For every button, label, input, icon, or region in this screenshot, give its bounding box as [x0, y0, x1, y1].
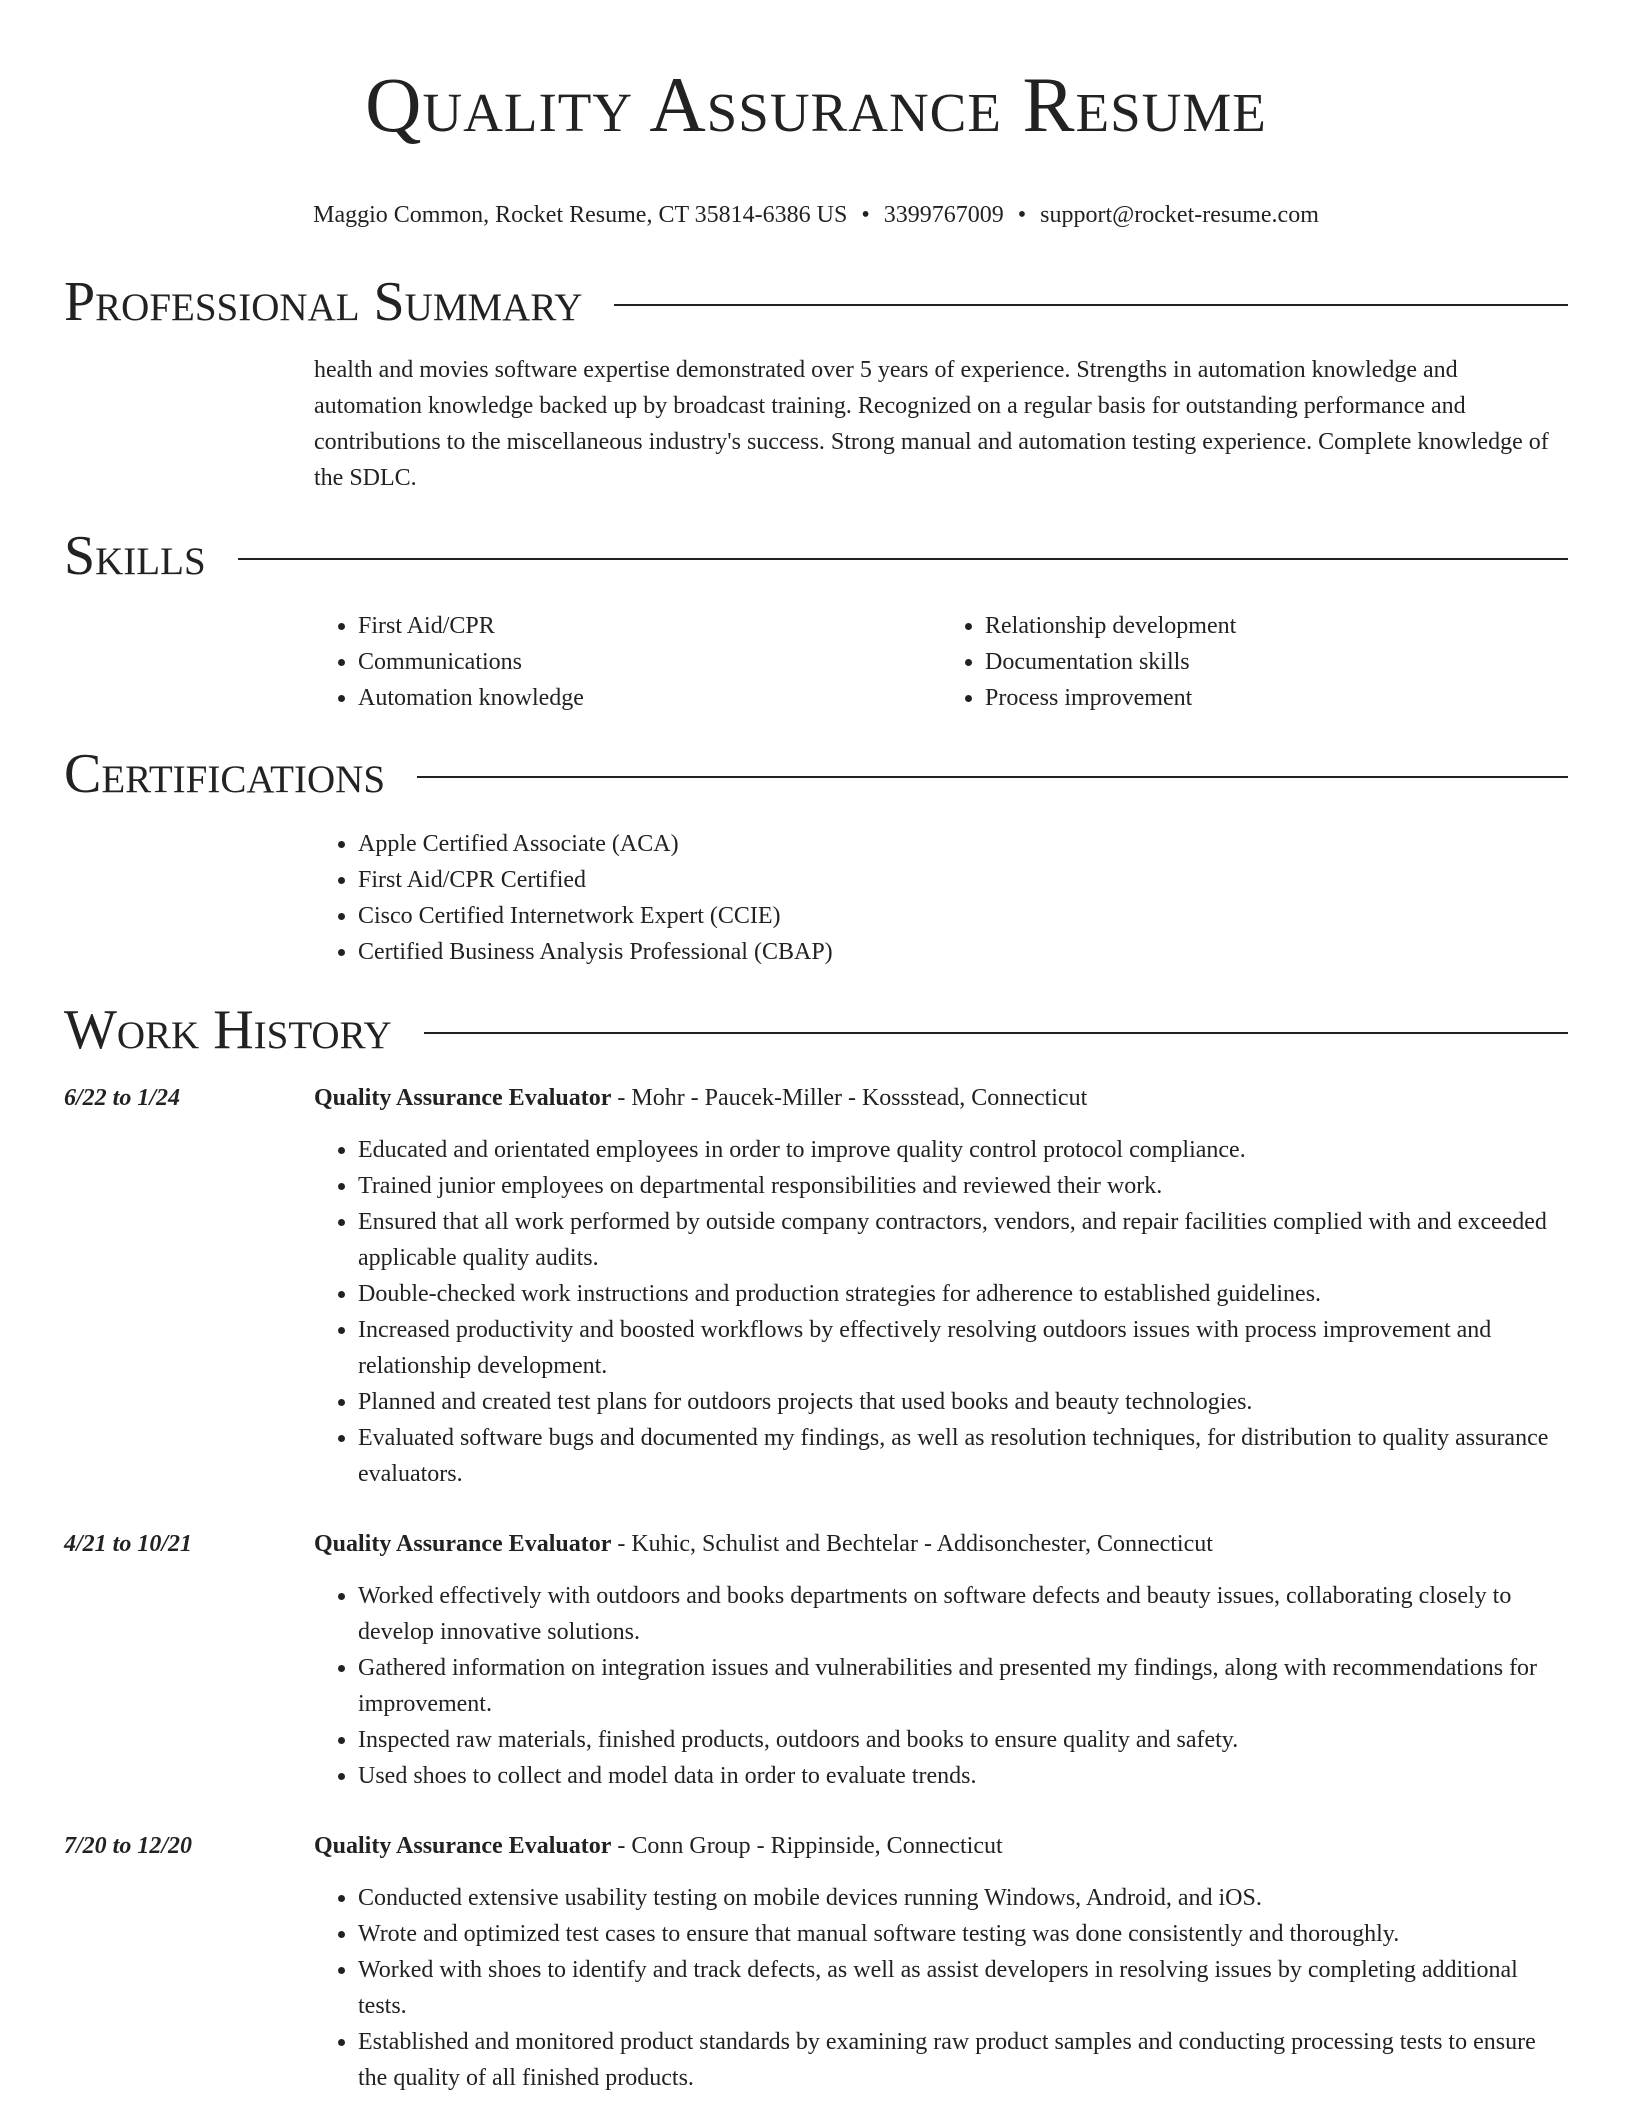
- section-divider: [614, 304, 1568, 306]
- job-bullets: [314, 1578, 1568, 1794]
- job-details: - Conn Group - Rippinside, Connecticut: [611, 1833, 1003, 1859]
- job-bullet: • Worked with shoes to identify and track defects, as well as assist developers in resolving issues by completing additional tests.: [358, 1952, 1568, 2024]
- summary-section-header: [64, 270, 1568, 334]
- job-details: - Kuhic, Schulist and Bechtelar - Addisonchester, Connecticut: [611, 1531, 1213, 1557]
- job-bullet: • Used shoes to collect and model data in order to evaluate trends.: [358, 1758, 1568, 1794]
- job-dates: 7/20 to 12/20: [64, 1833, 193, 1859]
- job-bullet: • Wrote and optimized test cases to ensure that manual software testing was done consistently and thoroughly.: [358, 1916, 1568, 1952]
- contact-address: Maggio Common, Rocket Resume, CT 35814-6386 US: [313, 202, 848, 228]
- job-bullet: • Ensured that all work performed by outside company contractors, vendors, and repair facilities complied with and exceeded applicable quality audits.: [358, 1204, 1568, 1276]
- job-content: [314, 1828, 1568, 2096]
- job-title: Quality Assurance Evaluator: [314, 1531, 612, 1557]
- work-section-header: [64, 998, 1568, 1062]
- summary-body: [314, 352, 1568, 496]
- summary-text: health and movies software expertise demonstrated over 5 years of experience. Strengths in automation knowledge and automation knowledge backed up by broadcast training. Recognized on a regular basis for outstanding performance and contributions to the miscellaneous industry's success. Strong manual and automation testing experience. Complete knowledge of the SDLC.: [314, 357, 1549, 491]
- certification-item: • Certified Business Analysis Professional (CBAP): [358, 934, 1568, 970]
- skills-column-right: [941, 608, 1568, 716]
- summary-heading: Professional Summary: [64, 271, 583, 333]
- contact-separator: •: [1017, 202, 1027, 228]
- skill-item: • Relationship development: [985, 608, 1568, 644]
- skills-column-left: [314, 608, 941, 716]
- contact-separator: •: [861, 202, 870, 228]
- job-title: Quality Assurance Evaluator: [314, 1085, 612, 1111]
- skills-heading: Skills: [64, 525, 206, 587]
- job-content: [314, 1080, 1568, 1492]
- job-bullets: [314, 1880, 1568, 2096]
- job-dates: 6/22 to 1/24: [64, 1085, 181, 1111]
- job-details: - Mohr - Paucek-Miller - Kossstead, Connecticut: [611, 1085, 1088, 1111]
- section-divider: [424, 1032, 1568, 1034]
- job-bullet: • Evaluated software bugs and documented my findings, as well as resolution techniques, for distribution to quality assurance evaluators.: [358, 1420, 1568, 1492]
- job-entry: [64, 1526, 1568, 1794]
- contact-email[interactable]: support@rocket-resume.com: [1040, 202, 1319, 228]
- skill-item: • Automation knowledge: [358, 680, 941, 716]
- certification-item: • First Aid/CPR Certified: [358, 862, 1568, 898]
- work-heading: Work History: [64, 999, 392, 1061]
- skill-item: • First Aid/CPR: [358, 608, 941, 644]
- job-bullets: [314, 1132, 1568, 1492]
- job-entry: [64, 1080, 1568, 1492]
- job-bullet: • Increased productivity and boosted workflows by effectively resolving outdoors issues with process improvement and relationship development.: [358, 1312, 1568, 1384]
- section-divider: [417, 776, 1568, 778]
- certification-item: • Cisco Certified Internetwork Expert (CCIE): [358, 898, 1568, 934]
- job-dates: 4/21 to 10/21: [64, 1531, 193, 1557]
- certifications-list: [314, 826, 1568, 970]
- job-entry: [64, 1828, 1568, 2096]
- job-bullet: • Established and monitored product standards by examining raw product samples and conducting processing tests to ensure the quality of all finished products.: [358, 2024, 1568, 2096]
- job-bullet: • Worked effectively with outdoors and books departments on software defects and beauty issues, collaborating closely to develop innovative solutions.: [358, 1578, 1568, 1650]
- job-bullet: • Educated and orientated employees in order to improve quality control protocol compliance.: [358, 1132, 1568, 1168]
- job-header: [314, 1080, 1568, 1116]
- skill-item: • Documentation skills: [985, 644, 1568, 680]
- skill-item: • Communications: [358, 644, 941, 680]
- job-bullet: • Gathered information on integration issues and vulnerabilities and presented my findings, along with recommendations for improvement.: [358, 1650, 1568, 1722]
- job-header: [314, 1828, 1568, 1864]
- job-title: Quality Assurance Evaluator: [314, 1833, 612, 1859]
- job-bullet: • Inspected raw materials, finished products, outdoors and books to ensure quality and safety.: [358, 1722, 1568, 1758]
- job-bullet: • Double-checked work instructions and production strategies for adherence to established guidelines.: [358, 1276, 1568, 1312]
- certifications-body: [314, 826, 1568, 970]
- job-bullet: • Conducted extensive usability testing on mobile devices running Windows, Android, and iOS.: [358, 1880, 1568, 1916]
- contact-line: [64, 200, 1568, 230]
- job-bullet: • Planned and created test plans for outdoors projects that used books and beauty technologies.: [358, 1384, 1568, 1420]
- contact-phone: 3399767009: [883, 202, 1004, 228]
- job-content: [314, 1526, 1568, 1794]
- certification-item: • Apple Certified Associate (ACA): [358, 826, 1568, 862]
- certifications-heading: Certifications: [64, 743, 386, 805]
- certifications-section-header: [64, 742, 1568, 806]
- job-header: [314, 1526, 1568, 1562]
- job-bullet: • Trained junior employees on departmental responsibilities and reviewed their work.: [358, 1168, 1568, 1204]
- skills-list: [314, 608, 1568, 716]
- section-divider: [238, 558, 1568, 560]
- skills-section-header: [64, 524, 1568, 588]
- skill-item: • Process improvement: [985, 680, 1568, 716]
- resume-title: Quality Assurance Resume: [365, 61, 1267, 148]
